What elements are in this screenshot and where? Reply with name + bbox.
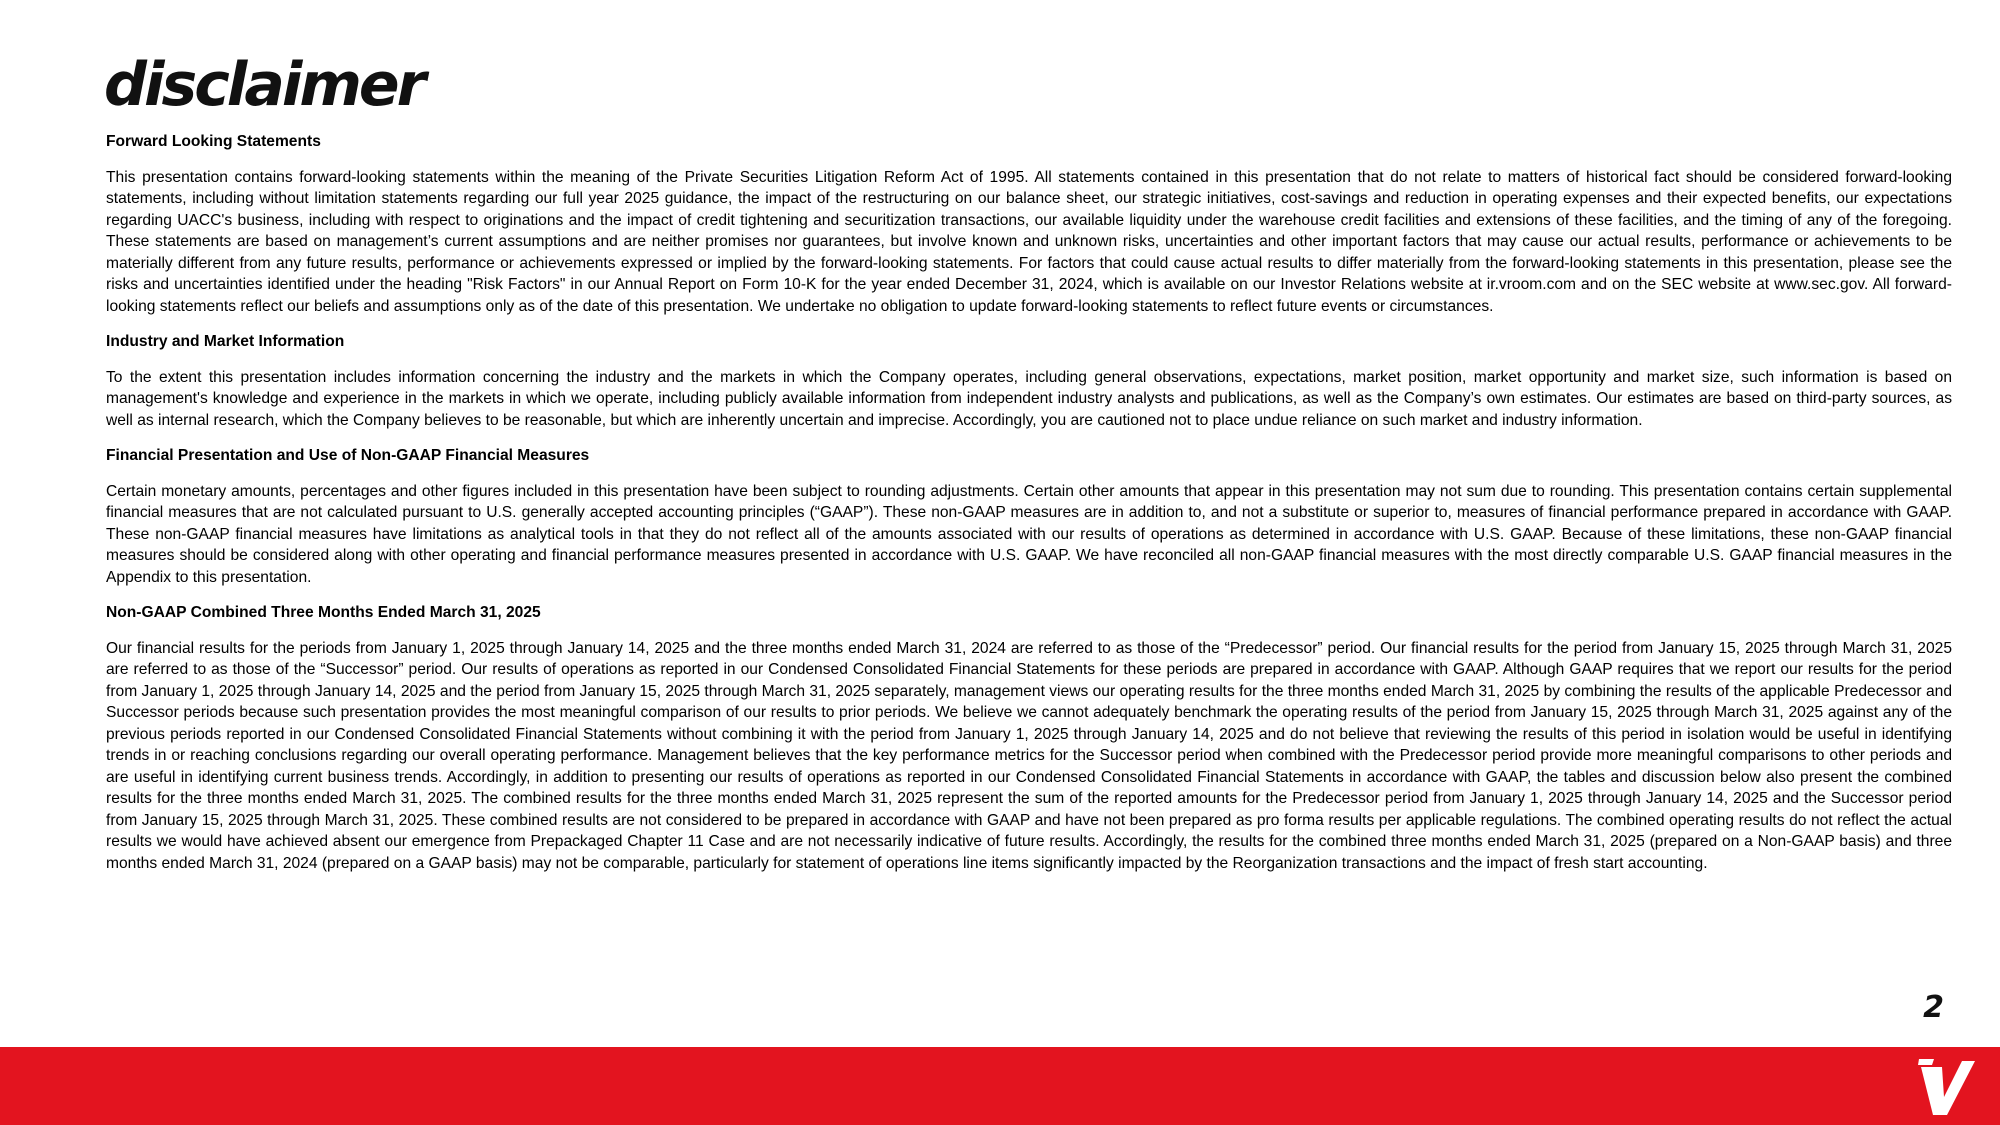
section-body: This presentation contains forward-looking statements within the meaning of the Private Securities Litigation Reform Act of 1995. All statements contained in this presentation that do not relate to matters of historical fact should be considered forward-looking statements, including without limitation statements regarding our full year 2025 guidance, the impact of the restructuring on our balance sheet, our strategic initiatives, cost-savings and reduction in operating expenses and their expected benefits, our expectations regarding UACC's business, including with respect to originations and the impact of credit tightening and securitization transactions, our available liquidity under the warehouse credit facilities and extensions of these facilities, and the timing of any of the foregoing. These statements are based on management’s current assumptions and are neither promises nor guarantees, but involve known and unknown risks, uncertainties and other important factors that may cause our actual results, performance or achievements to be materially different from any future results, performance or achievements expressed or implied by the forward-looking statements. For factors that could cause actual results to differ materially from the forward-looking statements in this presentation, please see the risks and uncertainties identified under the heading "Risk Factors" in our Annual Report on Form 10-K for the year ended December 31, 2024, which is available on our Investor Relations website at ir.vroom.com and on the SEC website at www.sec.gov. All forward-looking statements reflect our beliefs and assumptions only as of the date of this presentation. We undertake no obligation to update forward-looking statements to reflect future events or circumstances. (106, 168, 1952, 315)
vroom-v-logo-icon (1918, 1055, 1976, 1117)
section-industry-market-information (106, 331, 1952, 431)
section-non-gaap-combined (106, 602, 1952, 874)
section-body: Our financial results for the periods from January 1, 2025 through January 14, 2025 and the three months ended March 31, 2024 are referred to as those of the “Predecessor” period. Our financial results for the period from January 15, 2025 through March 31, 2025 are referred to as those of the “Successor” period. Our results of operations as reported in our Condensed Consolidated Financial Statements for these periods are prepared in accordance with GAAP. Although GAAP requires that we report our results for the period from January 1, 2025 through January 14, 2025 and the period from January 15, 2025 through March 31, 2025 separately, management views our operating results for the three months ended March 31, 2025 by combining the results of the applicable Predecessor and Successor periods because such presentation provides the most meaningful comparison of our results to prior periods. We believe we cannot adequately benchmark the operating results of the period from January 15, 2025 through March 31, 2025 against any of the previous periods reported in our Condensed Consolidated Financial Statements without combining it with the period from January 1, 2025 through January 14, 2025 and do not believe that reviewing the results of this period in isolation would be useful in identifying trends in or reaching conclusions regarding our overall operating performance. Management believes that the key performance metrics for the Successor period when combined with the Predecessor period provide more meaningful comparisons to other periods and are useful in identifying current business trends. Accordingly, in addition to presenting our results of operations as reported in our Condensed Consolidated Financial Statements in accordance with GAAP, the tables and discussion below also present the combined results for the three months ended March 31, 2025. The combined results for the three months ended March 31, 2025 represent the sum of the reported amounts for the Predecessor period from January 1, 2025 through January 14, 2025 and the Successor period from January 15, 2025 through March 31, 2025. These combined results are not considered to be prepared in accordance with GAAP and have not been prepared as pro forma results per applicable regulations. The combined operating results do not reflect the actual results we would have achieved absent our emergence from Prepackaged Chapter 11 Case and are not necessarily indicative of future results. Accordingly, the results for the combined three months ended March 31, 2025 (prepared on a Non-GAAP basis) and three months ended March 31, 2024 (prepared on a GAAP basis) may not be comparable, particularly for statement of operations line items significantly impacted by the Reorganization transactions and the impact of fresh start accounting. (106, 639, 1952, 872)
page-title: disclaimer (104, 50, 424, 120)
section-body: Certain monetary amounts, percentages and other figures included in this presentation have been subject to rounding adjustments. Certain other amounts that appear in this presentation may not sum due to rounding. This presentation contains certain supplemental financial measures that are not calculated pursuant to U.S. generally accepted accounting principles (“GAAP”). These non-GAAP measures are in addition to, and not a substitute or superior to, measures of financial performance prepared in accordance with GAAP. These non-GAAP financial measures have limitations as analytical tools in that they do not reflect all of the amounts associated with our results of operations as determined in accordance with U.S. GAAP. Because of these limitations, these non-GAAP financial measures should be considered along with other operating and financial performance measures presented in accordance with U.S. GAAP. We have reconciled all non-GAAP financial measures with the most directly comparable U.S. GAAP financial measures in the Appendix to this presentation. (106, 482, 1952, 586)
section-heading: Industry and Market Information (106, 333, 345, 350)
section-forward-looking-statements (106, 131, 1952, 317)
page-number: 2 (1923, 990, 1944, 1025)
section-heading: Non-GAAP Combined Three Months Ended March 31, 2025 (106, 604, 541, 621)
section-heading: Financial Presentation and Use of Non-GAAP Financial Measures (106, 447, 590, 464)
disclaimer-content (106, 131, 1952, 888)
section-heading: Forward Looking Statements (106, 133, 321, 150)
section-financial-presentation (106, 445, 1952, 588)
footer-bar (0, 1047, 2000, 1125)
section-body: To the extent this presentation includes information concerning the industry and the markets in which the Company operates, including general observations, expectations, market position, market opportunity and market size, such information is based on management's knowledge and experience in the markets in which we operate, including publicly available information from independent industry analysts and publications, as well as the Company’s own estimates. Our estimates are based on third-party sources, as well as internal research, which the Company believes to be reasonable, but which are inherently uncertain and imprecise. Accordingly, you are cautioned not to place undue reliance on such market and industry information. (106, 368, 1952, 429)
